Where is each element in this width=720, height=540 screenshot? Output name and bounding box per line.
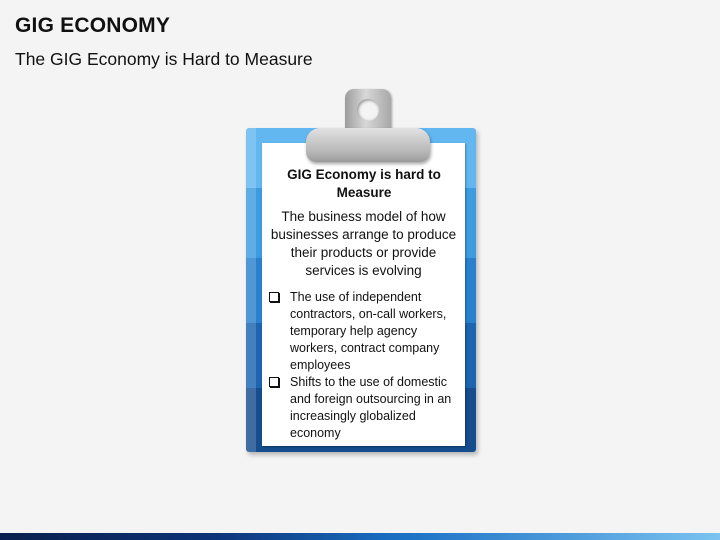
checkbox-icon bbox=[269, 377, 279, 387]
bottom-accent-bar bbox=[0, 533, 720, 540]
slide-subtitle: The GIG Economy is Hard to Measure bbox=[15, 49, 313, 69]
bullet-text: The use of independent contractors, on-call workers, temporary help agency workers, contract company employees bbox=[290, 290, 447, 372]
clipboard-clip-base bbox=[306, 128, 430, 162]
slide-title: GIG ECONOMY bbox=[15, 14, 171, 37]
paper-description: The business model of how businesses arrange to produce their products or provide services is evolving bbox=[270, 209, 457, 278]
paper-heading: GIG Economy is hard to Measure bbox=[287, 167, 441, 200]
bullet-item bbox=[268, 374, 462, 442]
bullet-list bbox=[268, 289, 462, 442]
bullet-item bbox=[268, 289, 462, 374]
checkbox-icon bbox=[269, 292, 279, 302]
clipboard-clip-hole bbox=[357, 99, 379, 121]
clipboard-board-highlight bbox=[246, 128, 256, 452]
bullet-text: Shifts to the use of domestic and foreign outsourcing in an increasingly globalized economy bbox=[290, 375, 452, 440]
